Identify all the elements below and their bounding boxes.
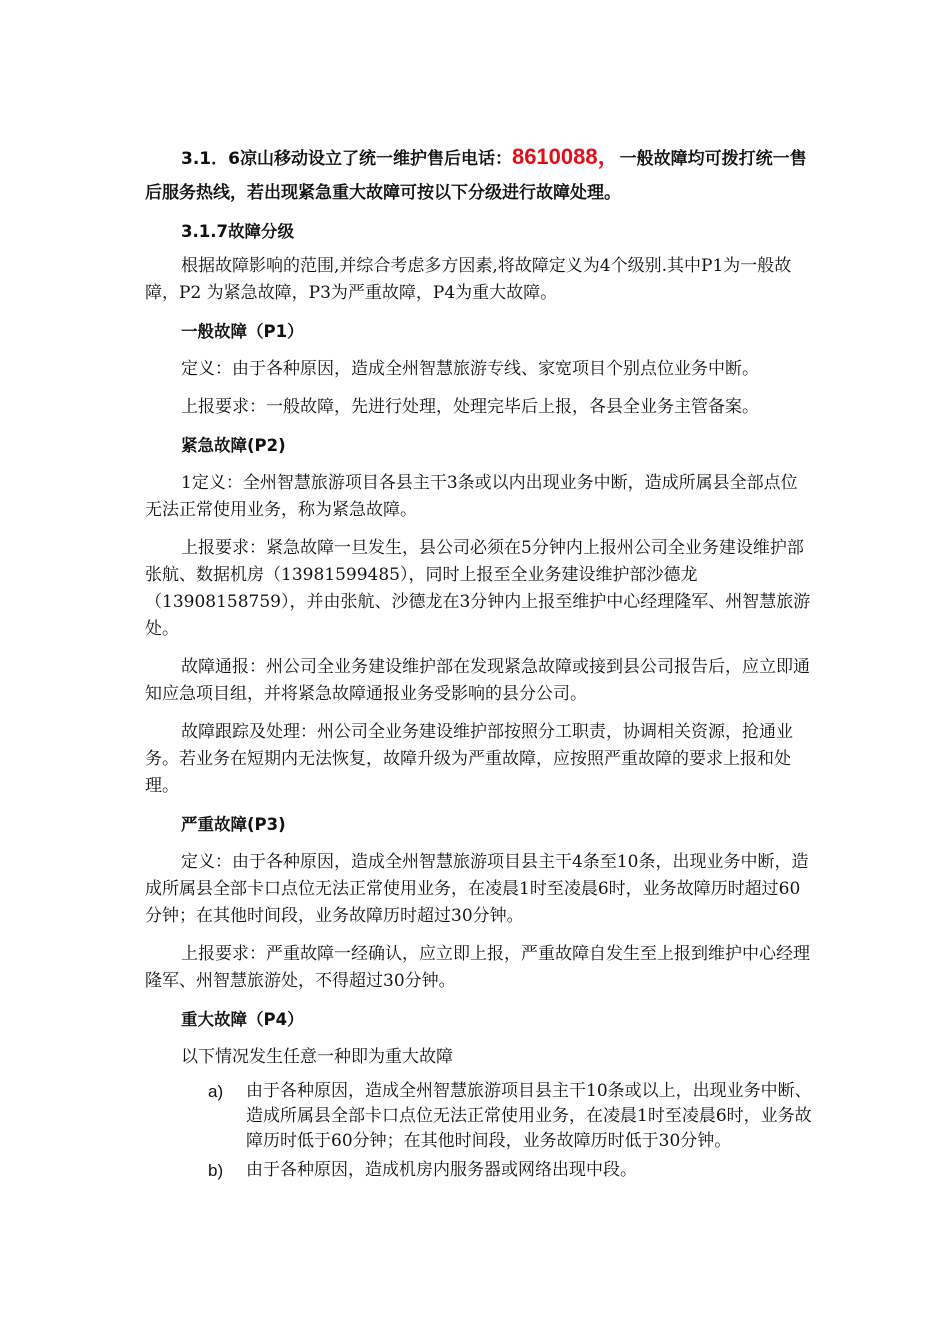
list-marker: b)	[208, 1161, 224, 1180]
p3-heading: 严重故障(P3)	[181, 815, 286, 834]
intro-prefix: 3.1．6凉山移动设立了统一维护售后电话：	[181, 149, 512, 169]
list-item-text: 由于各种原因，造成机房内服务器或网络出现中段。	[246, 1160, 637, 1180]
p3-definition: 定义：由于各种原因，造成全州智慧旅游项目县主干4条至10条，出现业务中断，造成所属县全部卡口点位无法正常使用业务，在凌晨1时至凌晨6时，业务故障历时超过60分钟；在其他时间段，业务故障历时超过30分钟。	[145, 852, 809, 926]
document-body	[145, 140, 813, 1187]
p2-tracking: 故障跟踪及处理：州公司全业务建设维护部按照分工职责，协调相关资源，抢通业务。若业务在短期内无法恢复，故障升级为严重故障，应按照严重故障的要求上报和处理。	[145, 722, 793, 796]
section-heading: 3.1.7故障分级	[181, 222, 294, 241]
list-item	[145, 1158, 813, 1183]
list-item-text: 由于各种原因，造成全州智慧旅游项目县主干10条或以上，出现业务中断、造成所属县全部卡口点位无法正常使用业务，在凌晨1时至凌晨6时，业务故障历时低于60分钟；在其他时间段，业务故障历时低于30分钟。	[246, 1081, 812, 1151]
p2-heading: 紧急故障(P2)	[181, 436, 286, 455]
p4-heading: 重大故障（P4）	[181, 1010, 304, 1029]
intro-suffix: 一般故障均可拨打统一售后服务热线，若出现紧急重大故障可按以下分级进行故障处理。	[145, 149, 807, 203]
p1-heading: 一般故障（P1）	[181, 322, 304, 341]
list-item	[145, 1079, 813, 1154]
p4-lead: 以下情况发生任意一种即为重大故障	[181, 1047, 453, 1067]
section-summary: 根据故障影响的范围,并综合考虑多方因素,将故障定义为4个级别.其中P1为一般故障，P2 为紧急故障，P3为严重故障，P4为重大故障。	[145, 256, 792, 303]
list-marker: a)	[208, 1082, 224, 1101]
p4-condition-list	[145, 1079, 813, 1183]
p1-report: 上报要求：一般故障，先进行处理，处理完毕后上报，各县全业务主管备案。	[181, 397, 759, 417]
hotline-number: 8610088，	[511, 144, 620, 169]
intro-paragraph	[145, 140, 813, 210]
p2-report: 上报要求：紧急故障一旦发生，县公司必须在5分钟内上报州公司全业务建设维护部张航、数据机房（13981599485），同时上报至全业务建设维护部沙德龙（13908158759），并由张航、沙德龙在3分钟内上报至维护中心经理隆军、州智慧旅游处。	[145, 538, 811, 639]
p2-definition: 1定义：全州智慧旅游项目各县主干3条或以内出现业务中断，造成所属县全部点位无法正常使用业务，称为紧急故障。	[145, 473, 798, 520]
p1-definition: 定义：由于各种原因，造成全州智慧旅游专线、家宽项目个别点位业务中断。	[181, 359, 759, 379]
p3-report: 上报要求：严重故障一经确认，应立即上报，严重故障自发生至上报到维护中心经理隆军、州智慧旅游处，不得超过30分钟。	[145, 944, 810, 991]
p2-notice: 故障通报：州公司全业务建设维护部在发现紧急故障或接到县公司报告后，应立即通知应急项目组，并将紧急故障通报业务受影响的县分公司。	[145, 657, 810, 704]
